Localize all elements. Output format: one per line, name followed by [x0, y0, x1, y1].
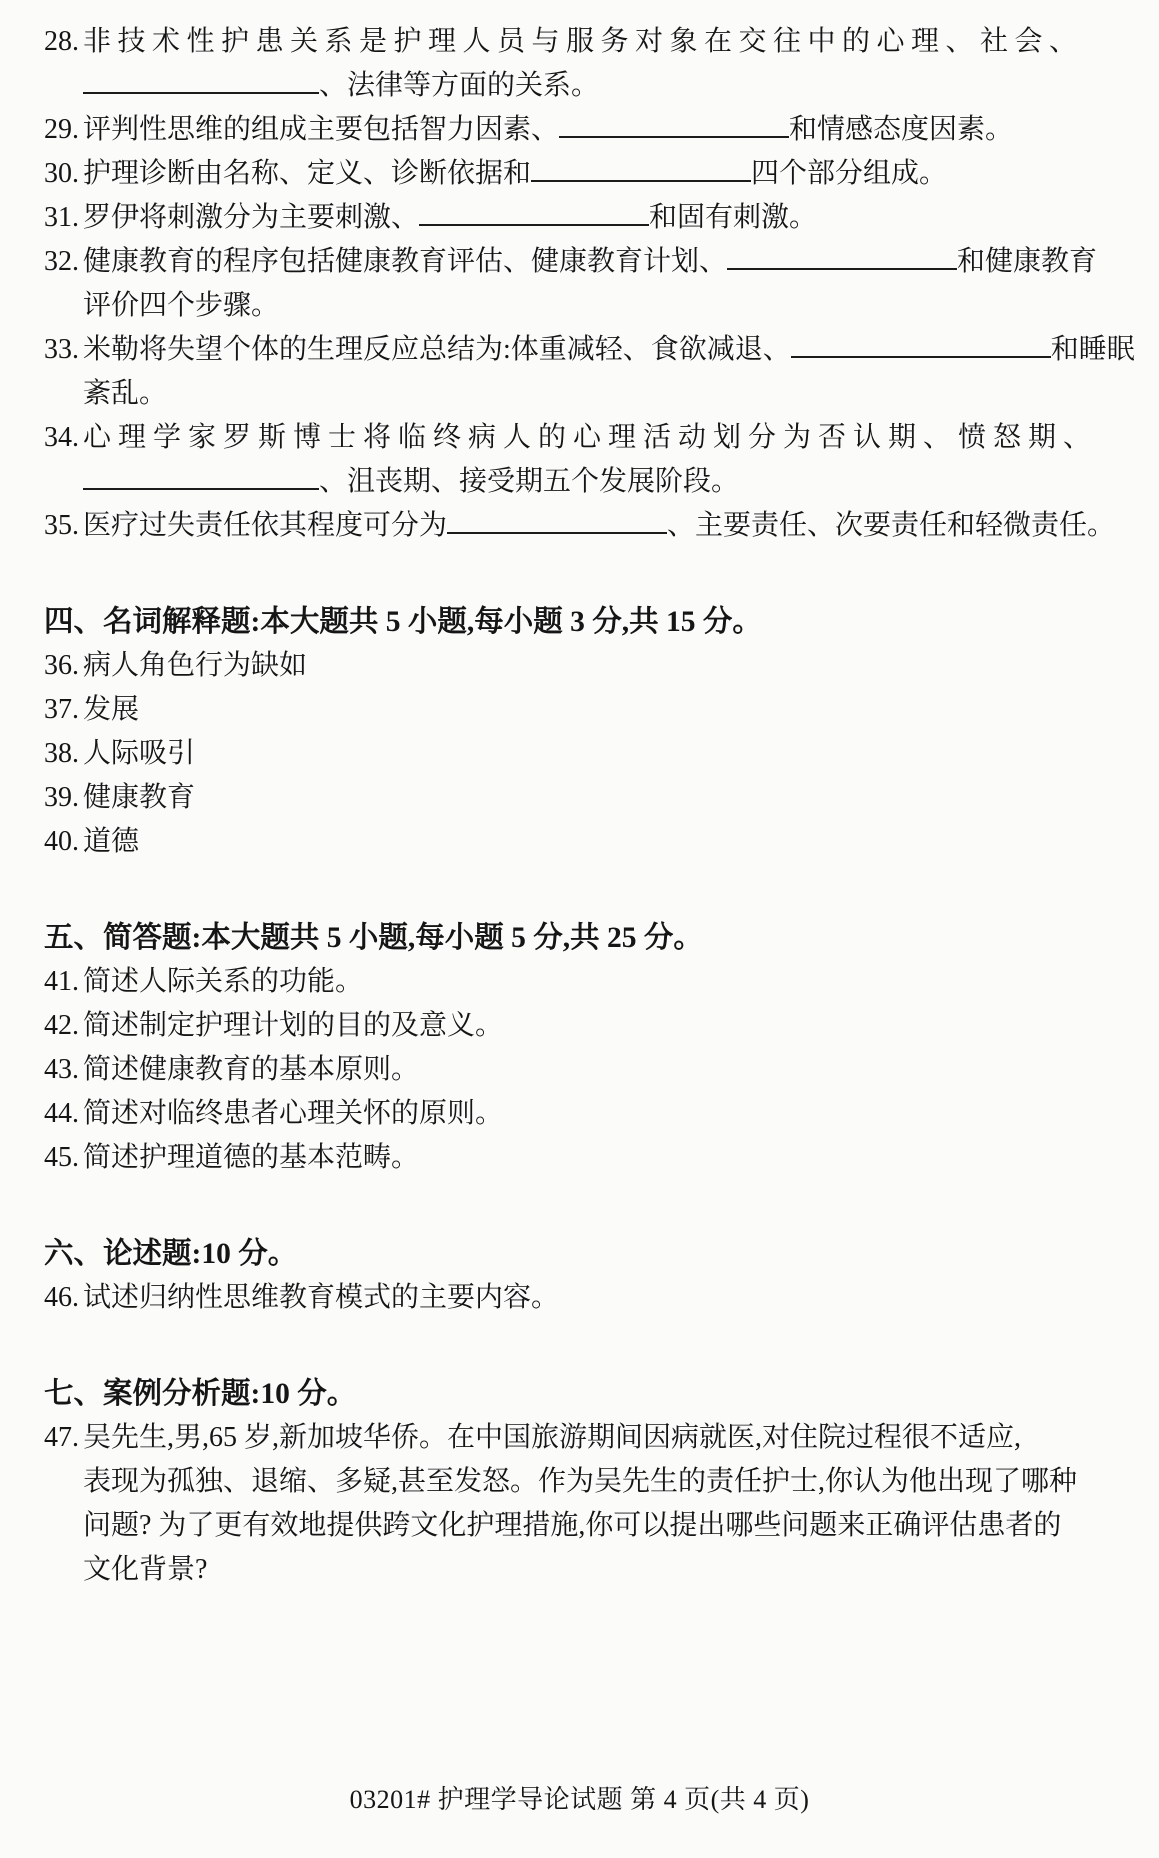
answer-blank [83, 65, 319, 94]
question-text: 简述护理道德的基本范畴。 [83, 1142, 420, 1173]
question-number: 40. [44, 826, 79, 857]
question-text: 评价四个步骤。 [83, 290, 280, 321]
question-32 [44, 240, 1121, 328]
question-line [44, 504, 1121, 548]
question-text: 罗伊将刺激分为主要刺激、 [83, 202, 420, 233]
question-line [44, 1504, 1121, 1548]
question-line [44, 152, 1121, 196]
question-number: 32. [44, 246, 79, 277]
question-text: 、主要责任、次要责任和轻微责任。 [667, 510, 1116, 541]
question-line [44, 196, 1121, 240]
question-number: 44. [44, 1098, 79, 1129]
question-text: 吴先生,男,65 岁,新加坡华侨。在中国旅游期间因病就医,对住院过程很不适应, [83, 1422, 1022, 1453]
question-text: 道德 [83, 826, 140, 857]
question-number: 30. [44, 158, 79, 189]
question-text: 简述制定护理计划的目的及意义。 [83, 1010, 504, 1041]
question-line [44, 820, 1121, 864]
question-text: 问题? 为了更有效地提供跨文化护理措施,你可以提出哪些问题来正确评估患者的 [83, 1510, 1062, 1541]
question-33 [44, 328, 1135, 416]
question-line [44, 1416, 1121, 1460]
question-text: 人际吸引 [83, 738, 196, 769]
question-47 [44, 1416, 1121, 1592]
question-text: 和固有刺激。 [649, 202, 818, 233]
question-number: 43. [44, 1054, 79, 1085]
question-number: 34. [44, 422, 79, 453]
question-line [44, 20, 1121, 64]
question-text: 发展 [83, 694, 140, 725]
question-line [44, 776, 1121, 820]
question-line [44, 1048, 1121, 1092]
section-4-header: 四、名词解释题:本大题共 5 小题,每小题 3 分,共 15 分。 [44, 606, 762, 638]
question-text: 文化背景? [83, 1554, 208, 1585]
question-number: 31. [44, 202, 79, 233]
question-30 [44, 152, 1121, 196]
question-line [44, 644, 1121, 688]
question-text: 医疗过失责任依其程度可分为 [83, 510, 448, 541]
question-line [44, 960, 1121, 1004]
question-text: 表现为孤独、退缩、多疑,甚至发怒。作为吴先生的责任护士,你认为他出现了哪种 [83, 1466, 1078, 1497]
question-number: 38. [44, 738, 79, 769]
question-number: 45. [44, 1142, 79, 1173]
answer-blank [419, 197, 649, 226]
question-number: 47. [44, 1422, 79, 1453]
question-number: 35. [44, 510, 79, 541]
question-text: 、法律等方面的关系。 [319, 70, 600, 101]
page-footer: 03201# 护理学导论试题 第 4 页(共 4 页) [349, 1785, 810, 1814]
question-text: 和睡眠 [1050, 334, 1135, 365]
question-line [44, 1136, 1121, 1180]
question-text: 心理学家罗斯博士将临终病人的心理活动划分为否认期、愤怒期、 [83, 422, 1099, 453]
question-text: 简述健康教育的基本原则。 [83, 1054, 420, 1085]
question-line [44, 732, 1121, 776]
question-number: 37. [44, 694, 79, 725]
question-text: 非技术性护患关系是护理人员与服务对象在交往中的心理、社会、 [83, 26, 1084, 57]
question-34 [44, 416, 1121, 504]
question-text: 、沮丧期、接受期五个发展阶段。 [319, 466, 740, 497]
question-line [44, 416, 1121, 460]
answer-blank [791, 329, 1051, 358]
question-number: 33. [44, 334, 79, 365]
question-line [44, 284, 1121, 328]
answer-blank [559, 109, 789, 138]
answer-blank [83, 461, 319, 490]
question-text: 米勒将失望个体的生理反应总结为:体重减轻、食欲减退、 [83, 334, 791, 365]
question-text: 四个部分组成。 [751, 158, 948, 189]
question-line [44, 688, 1121, 732]
question-line [44, 1276, 1121, 1320]
question-35 [44, 504, 1121, 548]
question-line [44, 1548, 1121, 1592]
question-text: 病人角色行为缺如 [83, 650, 308, 681]
question-text: 简述对临终患者心理关怀的原则。 [83, 1098, 504, 1129]
question-line [44, 64, 1121, 108]
question-line [44, 372, 1121, 416]
question-line [44, 328, 1135, 372]
question-line [44, 108, 1121, 152]
question-text: 简述人际关系的功能。 [83, 966, 364, 997]
question-31 [44, 196, 1121, 240]
question-number: 46. [44, 1282, 79, 1313]
question-number: 36. [44, 650, 79, 681]
question-text: 护理诊断由名称、定义、诊断依据和 [83, 158, 532, 189]
question-text: 和情感态度因素。 [789, 114, 1014, 145]
question-line [44, 1092, 1121, 1136]
question-number: 29. [44, 114, 79, 145]
section-6-items [44, 1276, 1121, 1320]
question-number: 41. [44, 966, 79, 997]
section-5-header: 五、简答题:本大题共 5 小题,每小题 5 分,共 25 分。 [44, 922, 703, 954]
answer-blank [447, 505, 667, 534]
question-line [44, 1004, 1121, 1048]
question-29 [44, 108, 1121, 152]
question-text: 和健康教育 [957, 246, 1098, 277]
question-text: 试述归纳性思维教育模式的主要内容。 [83, 1282, 560, 1313]
question-number: 42. [44, 1010, 79, 1041]
section-5-items [44, 960, 1121, 1180]
section-6-header: 六、论述题:10 分。 [44, 1238, 298, 1270]
question-number: 39. [44, 782, 79, 813]
question-text: 健康教育的程序包括健康教育评估、健康教育计划、 [83, 246, 728, 277]
question-text: 健康教育 [83, 782, 196, 813]
question-28 [44, 20, 1121, 108]
section-7-header: 七、案例分析题:10 分。 [44, 1378, 357, 1410]
question-text: 评判性思维的组成主要包括智力因素、 [83, 114, 560, 145]
question-text: 紊乱。 [83, 378, 168, 409]
question-line [44, 1460, 1121, 1504]
question-line [44, 460, 1121, 504]
answer-blank [727, 241, 957, 270]
section-4-items [44, 644, 1121, 864]
question-line [44, 240, 1121, 284]
answer-blank [531, 153, 751, 182]
question-number: 28. [44, 26, 79, 57]
